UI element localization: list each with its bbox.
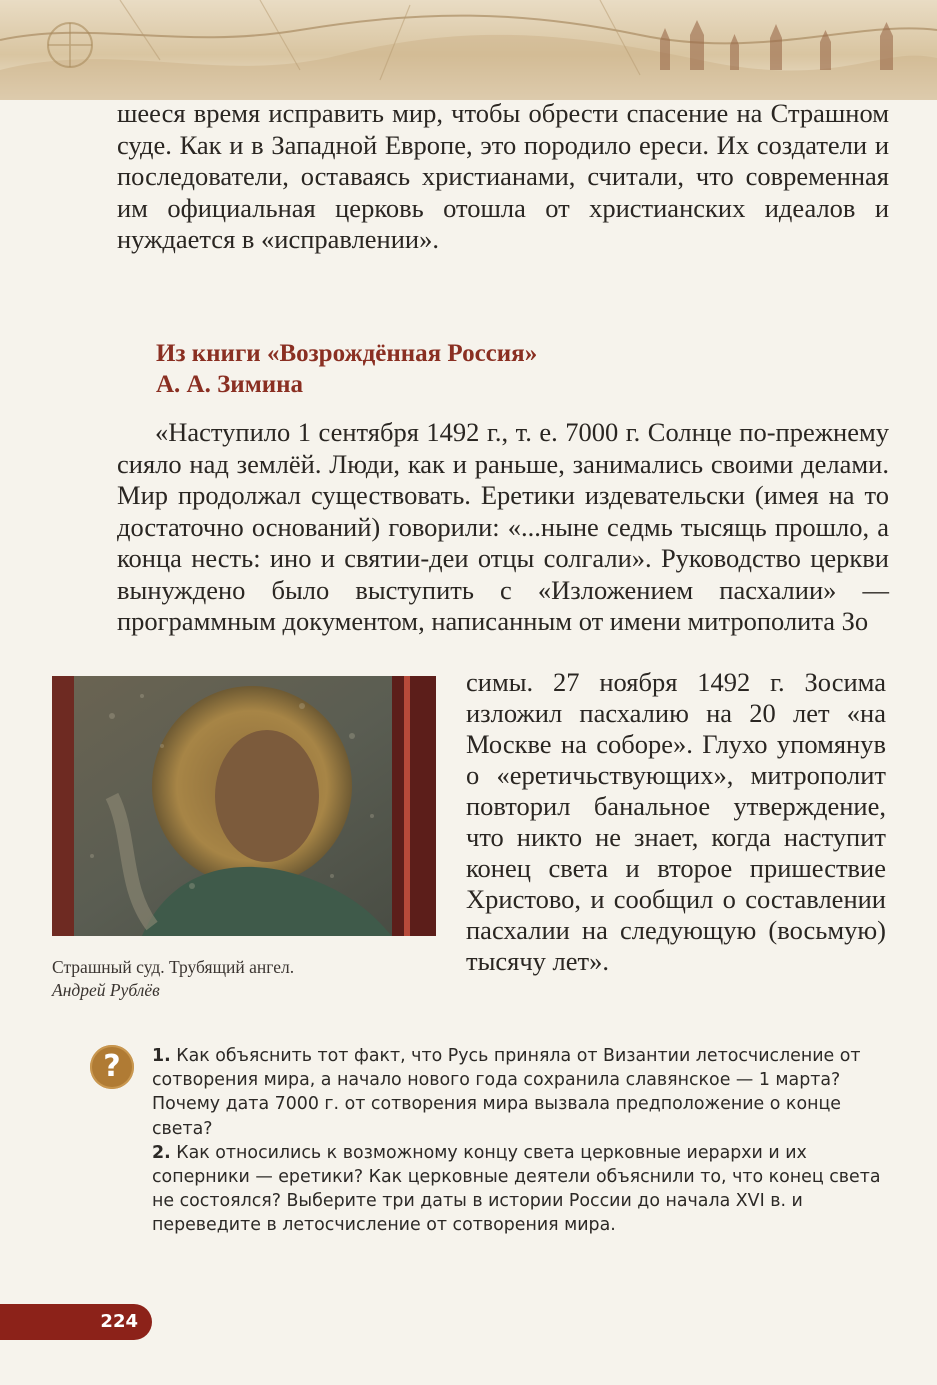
question-item-2 [152, 1141, 890, 1238]
quote-paragraph-top: «Наступило 1 сентября 1492 г., т. е. 7000 г. Солнце по-прежнему сияло над землёй. Люди, как и раньше, занимались своими делами. Мир продолжал существовать. Еретики издевательски (имея на то достаточно оснований) говорили: «...ныне седмь тысящь прошло, а конца несть: ино и святии-деи отцы солгали». Руководство церкви вынуждено было выступить с «Изложением пасхалии» — программным документом, написанным от имени митрополита Зо [117, 417, 889, 636]
question-number-2: 2. [152, 1142, 171, 1163]
quote-paragraph-side: симы. 27 ноября 1492 г. Зосима изложил пасхалию на 20 лет «на Москве на соборе». Глухо упомянув о «еретичьствующих», митрополит повторил банальное утверждение, что никто не знает, когда наступит конец света и второе пришествие Христово, и сообщил о составлении пасхалии на следующую (восьмую) тысячу лет». [466, 667, 886, 976]
fresco-drawing [52, 676, 436, 936]
fresco-angel-image [52, 676, 436, 936]
figure-caption-title: Страшный суд. Трубящий ангел. [52, 957, 295, 977]
map-banner-illustration [0, 0, 937, 100]
source-heading-author: А. А. Зимина [156, 371, 304, 398]
page-number: 224 [100, 1311, 138, 1332]
question-text-2: Как относились к возможному концу света церковные иерархи и их соперники — еретики? Как церковные деятели объяснили то, что конец света не состоялся? Выберите три даты в истории России до начала XVI в. и переведите в летосчисление от сотворения мира. [152, 1142, 881, 1236]
question-number-1: 1. [152, 1046, 171, 1066]
figure-caption-author: Андрей Рублёв [52, 980, 160, 1000]
question-item-1 [152, 1044, 890, 1141]
banner-drawing [0, 0, 937, 100]
page-number-tab [0, 1304, 152, 1340]
question-mark-icon: ? [90, 1045, 134, 1089]
question-text-1: Как объяснить тот факт, что Русь приняла от Византии летосчисление от сотворения мира, а начало нового года сохранила славянское — 1 марта? Почему дата 7000 г. от сотворения мира вызвала предположение о конце света? [152, 1046, 861, 1139]
questions-block [152, 1044, 890, 1238]
source-heading-title: Из книги «Возрождённая Россия» [156, 340, 538, 367]
source-heading [156, 338, 756, 400]
figure-caption [52, 956, 432, 1002]
intro-paragraph: шееся время исправить мир, чтобы обрести спасение на Страшном суде. Как и в Западной Европе, это породило ереси. Их создатели и последователи, оставаясь христианами, считали, что современная им официальная церковь отошла от христианских идеалов и нуждается в «исправлении». [117, 98, 889, 254]
